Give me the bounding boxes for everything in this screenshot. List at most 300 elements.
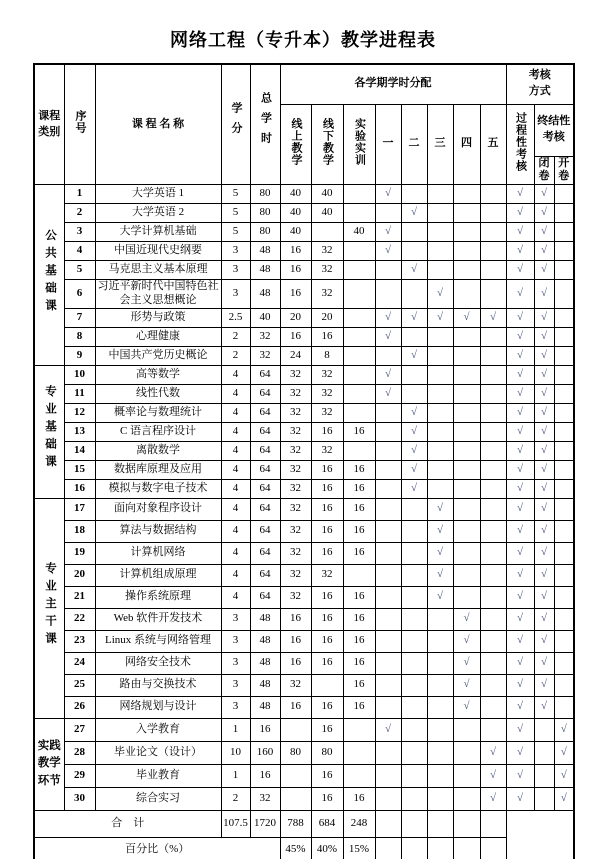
- practice-hours-cell: [343, 564, 375, 586]
- closed-book-check-cell: [534, 718, 554, 741]
- total-hours-cell: 48: [250, 652, 280, 674]
- credits-cell: 4: [221, 498, 250, 520]
- course-no-cell: 19: [64, 542, 95, 564]
- course-name-cell: 中国近现代史纲要: [95, 242, 221, 261]
- header-total-hours-label: 总学时: [259, 92, 272, 153]
- percent-label-cell: 百分比（%）: [34, 837, 280, 859]
- course-name-cell: 大学计算机基础: [95, 223, 221, 242]
- course-name-cell: 计算机组成原理: [95, 564, 221, 586]
- offline-hours-cell: 32: [311, 280, 343, 309]
- header-online-teaching: [280, 104, 311, 185]
- category-label: 公共基础课: [44, 228, 56, 317]
- course-no-cell: 1: [64, 185, 95, 204]
- process-check-cell: √: [506, 479, 534, 498]
- process-check-cell: √: [506, 403, 534, 422]
- course-no-cell: 15: [64, 460, 95, 479]
- header-experiment-training-label: 实验实训: [353, 117, 366, 166]
- semester-5-check-cell: [480, 223, 506, 242]
- open-book-check-cell: [554, 346, 574, 365]
- course-no-cell: 8: [64, 327, 95, 346]
- semester-2-check-cell: √: [401, 422, 427, 441]
- closed-book-check-cell: √: [534, 586, 554, 608]
- course-row-28: [34, 741, 574, 764]
- category-cell: [34, 365, 64, 498]
- closed-book-check-cell: √: [534, 365, 554, 384]
- assessment-merged-empty-cell: [506, 810, 574, 859]
- percent-offline-cell: 40%: [311, 837, 343, 859]
- course-row-23: [34, 630, 574, 652]
- closed-book-check-cell: √: [534, 608, 554, 630]
- closed-book-check-cell: √: [534, 327, 554, 346]
- offline-hours-cell: 16: [311, 764, 343, 787]
- total-hours-cell: 80: [250, 204, 280, 223]
- credits-cell: 4: [221, 422, 250, 441]
- practice-hours-cell: [343, 327, 375, 346]
- process-check-cell: √: [506, 608, 534, 630]
- semester-5-check-cell: [480, 586, 506, 608]
- semester-3-check-cell: [427, 479, 453, 498]
- course-no-cell: 4: [64, 242, 95, 261]
- offline-hours-cell: 16: [311, 630, 343, 652]
- category-label: 实践教学环节: [37, 740, 61, 787]
- semester-2-check-cell: [401, 764, 427, 787]
- total-hours-cell: 64: [250, 365, 280, 384]
- semester-1-check-cell: √: [375, 308, 401, 327]
- closed-book-check-cell: √: [534, 498, 554, 520]
- total-hours-cell: 1720: [250, 810, 280, 837]
- semester-1-check-cell: [375, 479, 401, 498]
- closed-book-check-cell: √: [534, 674, 554, 696]
- credits-cell: 3: [221, 652, 250, 674]
- semester-5-check-cell: [480, 261, 506, 280]
- header-final-assessment-group: [534, 104, 574, 156]
- online-hours-cell: 40: [280, 204, 311, 223]
- open-book-check-cell: [554, 696, 574, 718]
- closed-book-check-cell: √: [534, 261, 554, 280]
- total-hours-cell: 80: [250, 185, 280, 204]
- credits-cell: 4: [221, 542, 250, 564]
- online-hours-cell: 16: [280, 630, 311, 652]
- semester-2-check-cell: √: [401, 346, 427, 365]
- closed-book-check-cell: √: [534, 384, 554, 403]
- header-process-assessment-label: 过程性考核: [514, 111, 527, 172]
- course-no-cell: 7: [64, 308, 95, 327]
- semester-3-check-cell: √: [427, 586, 453, 608]
- open-book-check-cell: [554, 674, 574, 696]
- semester-3-check-cell: [427, 223, 453, 242]
- offline-hours-cell: 16: [311, 542, 343, 564]
- offline-hours-cell: 80: [311, 741, 343, 764]
- semester-3-check-cell: [427, 652, 453, 674]
- credits-cell: 4: [221, 384, 250, 403]
- online-hours-cell: 16: [280, 608, 311, 630]
- semester-4-check-cell: [453, 346, 480, 365]
- offline-hours-cell: 32: [311, 441, 343, 460]
- semester-4-check-cell: √: [453, 608, 480, 630]
- semester-3-check-cell: [427, 242, 453, 261]
- course-row-7: [34, 308, 574, 327]
- online-hours-cell: 16: [280, 242, 311, 261]
- category-cell: [34, 718, 64, 810]
- semester-1-check-cell: √: [375, 327, 401, 346]
- online-hours-cell: 32: [280, 674, 311, 696]
- total-hours-cell: 48: [250, 608, 280, 630]
- online-hours-cell: 16: [280, 280, 311, 309]
- course-no-cell: 14: [64, 441, 95, 460]
- online-hours-cell: 32: [280, 542, 311, 564]
- semester-3-check-cell: √: [427, 498, 453, 520]
- process-check-cell: √: [506, 520, 534, 542]
- offline-hours-cell: 16: [311, 520, 343, 542]
- semester-5-check-cell: [480, 630, 506, 652]
- total-hours-cell: 64: [250, 441, 280, 460]
- practice-hours-cell: 16: [343, 608, 375, 630]
- semester-5-check-cell: √: [480, 787, 506, 810]
- offline-hours-cell: 16: [311, 608, 343, 630]
- credits-cell: 4: [221, 460, 250, 479]
- online-hours-cell: 32: [280, 479, 311, 498]
- process-check-cell: √: [506, 718, 534, 741]
- closed-book-check-cell: √: [534, 280, 554, 309]
- online-hours-cell: 32: [280, 460, 311, 479]
- practice-hours-cell: 16: [343, 586, 375, 608]
- course-name-cell: 综合实习: [95, 787, 221, 810]
- course-no-cell: 13: [64, 422, 95, 441]
- total-hours-cell: 64: [250, 498, 280, 520]
- semester-4-check-cell: [453, 764, 480, 787]
- semester-4-check-cell: [453, 280, 480, 309]
- course-name-cell: 线性代数: [95, 384, 221, 403]
- practice-hours-cell: [343, 365, 375, 384]
- process-check-cell: √: [506, 630, 534, 652]
- credits-cell: 4: [221, 365, 250, 384]
- semester-4-check-cell: [453, 498, 480, 520]
- semester-3-check-cell: [427, 422, 453, 441]
- open-book-check-cell: √: [554, 741, 574, 764]
- total-credits-cell: 107.5: [221, 810, 250, 837]
- total-hours-cell: 80: [250, 223, 280, 242]
- semester-2-check-cell: [401, 185, 427, 204]
- offline-hours-cell: 16: [311, 696, 343, 718]
- course-name-cell: 算法与数据结构: [95, 520, 221, 542]
- practice-hours-cell: [343, 280, 375, 309]
- process-check-cell: √: [506, 542, 534, 564]
- total-hours-cell: 40: [250, 308, 280, 327]
- offline-hours-cell: 40: [311, 185, 343, 204]
- course-row-22: [34, 608, 574, 630]
- percent-semester-5-empty-cell: [480, 837, 506, 859]
- total-hours-cell: 64: [250, 542, 280, 564]
- semester-2-check-cell: [401, 223, 427, 242]
- semester-3-check-cell: [427, 403, 453, 422]
- semester-3-check-cell: [427, 787, 453, 810]
- closed-book-check-cell: √: [534, 185, 554, 204]
- semester-3-check-cell: [427, 696, 453, 718]
- credits-cell: 3: [221, 630, 250, 652]
- semester-2-check-cell: [401, 787, 427, 810]
- credits-cell: 4: [221, 403, 250, 422]
- online-hours-cell: 32: [280, 586, 311, 608]
- course-row-11: [34, 384, 574, 403]
- semester-2-check-cell: [401, 520, 427, 542]
- semester-4-check-cell: [453, 185, 480, 204]
- total-semester-3-empty-cell: [427, 810, 453, 837]
- course-name-cell: 数据库原理及应用: [95, 460, 221, 479]
- semester-1-check-cell: [375, 542, 401, 564]
- semester-5-check-cell: [480, 384, 506, 403]
- offline-hours-cell: 16: [311, 586, 343, 608]
- total-hours-cell: 48: [250, 696, 280, 718]
- course-no-cell: 28: [64, 741, 95, 764]
- practice-hours-cell: 16: [343, 498, 375, 520]
- credits-cell: 4: [221, 441, 250, 460]
- header-no: [64, 64, 95, 185]
- offline-hours-cell: 16: [311, 422, 343, 441]
- closed-book-check-cell: [534, 741, 554, 764]
- semester-2-check-cell: √: [401, 460, 427, 479]
- header-process-assessment: [506, 104, 534, 185]
- semester-4-check-cell: [453, 204, 480, 223]
- open-book-check-cell: [554, 652, 574, 674]
- total-hours-cell: 64: [250, 479, 280, 498]
- course-no-cell: 5: [64, 261, 95, 280]
- semester-1-check-cell: [375, 346, 401, 365]
- semester-3-check-cell: [427, 261, 453, 280]
- online-hours-cell: [280, 764, 311, 787]
- semester-2-check-cell: [401, 280, 427, 309]
- semester-4-check-cell: √: [453, 696, 480, 718]
- semester-3-check-cell: [427, 384, 453, 403]
- online-hours-cell: 32: [280, 403, 311, 422]
- open-book-check-cell: [554, 223, 574, 242]
- offline-hours-cell: 32: [311, 564, 343, 586]
- header-row-1: [34, 64, 574, 104]
- course-no-cell: 21: [64, 586, 95, 608]
- header-semester-2: 二: [401, 104, 427, 185]
- open-book-check-cell: [554, 308, 574, 327]
- header-no-label: 序号: [74, 110, 86, 135]
- open-book-check-cell: [554, 630, 574, 652]
- total-hours-cell: 64: [250, 384, 280, 403]
- total-hours-cell: 32: [250, 327, 280, 346]
- semester-2-check-cell: √: [401, 308, 427, 327]
- open-book-check-cell: [554, 586, 574, 608]
- process-check-cell: √: [506, 365, 534, 384]
- semester-2-check-cell: √: [401, 261, 427, 280]
- course-name-cell: 网络安全技术: [95, 652, 221, 674]
- semester-5-check-cell: [480, 327, 506, 346]
- course-row-1: [34, 185, 574, 204]
- course-row-29: [34, 764, 574, 787]
- semester-1-check-cell: [375, 564, 401, 586]
- header-total-hours: [250, 64, 280, 185]
- semester-2-check-cell: [401, 608, 427, 630]
- semester-5-check-cell: [480, 422, 506, 441]
- online-hours-cell: 16: [280, 327, 311, 346]
- practice-hours-cell: 16: [343, 479, 375, 498]
- credits-cell: 5: [221, 223, 250, 242]
- credits-cell: 4: [221, 520, 250, 542]
- semester-3-check-cell: [427, 608, 453, 630]
- semester-5-check-cell: [480, 674, 506, 696]
- semester-5-check-cell: [480, 346, 506, 365]
- header-assessment-method-label: 考核方式: [528, 69, 551, 98]
- credits-cell: 2: [221, 346, 250, 365]
- process-check-cell: √: [506, 422, 534, 441]
- course-row-4: [34, 242, 574, 261]
- course-name-cell: 形势与政策: [95, 308, 221, 327]
- course-name-cell: 马克思主义基本原理: [95, 261, 221, 280]
- semester-3-check-cell: [427, 718, 453, 741]
- closed-book-check-cell: [534, 764, 554, 787]
- total-hours-cell: 32: [250, 346, 280, 365]
- header-open-book: 开卷: [554, 156, 574, 185]
- semester-5-check-cell: [480, 280, 506, 309]
- header-semester-5: 五: [480, 104, 506, 185]
- closed-book-check-cell: √: [534, 308, 554, 327]
- total-hours-cell: 48: [250, 242, 280, 261]
- closed-book-check-cell: √: [534, 422, 554, 441]
- semester-5-check-cell: [480, 542, 506, 564]
- header-closed-book: 闭卷: [534, 156, 554, 185]
- semester-2-check-cell: √: [401, 204, 427, 223]
- semester-1-check-cell: [375, 498, 401, 520]
- credits-cell: 3: [221, 674, 250, 696]
- course-row-5: [34, 261, 574, 280]
- semester-4-check-cell: [453, 261, 480, 280]
- semester-5-check-cell: [480, 564, 506, 586]
- course-name-cell: 心理健康: [95, 327, 221, 346]
- practice-hours-cell: 40: [343, 223, 375, 242]
- offline-hours-cell: [311, 674, 343, 696]
- semester-2-check-cell: [401, 718, 427, 741]
- open-book-check-cell: [554, 365, 574, 384]
- course-name-cell: 毕业教育: [95, 764, 221, 787]
- practice-hours-cell: 16: [343, 460, 375, 479]
- semester-3-check-cell: [427, 741, 453, 764]
- course-no-cell: 24: [64, 652, 95, 674]
- semester-5-check-cell: [480, 185, 506, 204]
- semester-1-check-cell: [375, 608, 401, 630]
- total-semester-2-empty-cell: [401, 810, 427, 837]
- teaching-schedule-table: [33, 63, 575, 859]
- open-book-check-cell: [554, 460, 574, 479]
- process-check-cell: √: [506, 384, 534, 403]
- semester-5-check-cell: [480, 403, 506, 422]
- practice-hours-cell: [343, 741, 375, 764]
- practice-hours-cell: [343, 718, 375, 741]
- semester-4-check-cell: [453, 718, 480, 741]
- practice-hours-cell: 16: [343, 422, 375, 441]
- open-book-check-cell: [554, 384, 574, 403]
- practice-hours-cell: [343, 346, 375, 365]
- semester-1-check-cell: √: [375, 223, 401, 242]
- course-no-cell: 30: [64, 787, 95, 810]
- semester-1-check-cell: [375, 674, 401, 696]
- semester-1-check-cell: [375, 280, 401, 309]
- process-check-cell: √: [506, 696, 534, 718]
- semester-2-check-cell: [401, 365, 427, 384]
- credits-cell: 5: [221, 204, 250, 223]
- semester-5-check-cell: [480, 365, 506, 384]
- offline-hours-cell: 16: [311, 479, 343, 498]
- total-hours-cell: 64: [250, 564, 280, 586]
- online-hours-cell: 40: [280, 223, 311, 242]
- practice-hours-cell: [343, 384, 375, 403]
- open-book-check-cell: [554, 498, 574, 520]
- course-no-cell: 16: [64, 479, 95, 498]
- semester-2-check-cell: √: [401, 479, 427, 498]
- header-assessment-method-group: [506, 64, 574, 104]
- practice-hours-cell: 16: [343, 787, 375, 810]
- course-row-25: [34, 674, 574, 696]
- process-check-cell: √: [506, 185, 534, 204]
- practice-hours-cell: [343, 308, 375, 327]
- total-semester-1-empty-cell: [375, 810, 401, 837]
- header-semester-allocation-group: 各学期学时分配: [280, 64, 506, 104]
- semester-1-check-cell: √: [375, 718, 401, 741]
- semester-5-check-cell: [480, 520, 506, 542]
- course-no-cell: 20: [64, 564, 95, 586]
- semester-2-check-cell: [401, 696, 427, 718]
- total-hours-cell: 48: [250, 261, 280, 280]
- course-row-14: [34, 441, 574, 460]
- total-hours-cell: 160: [250, 741, 280, 764]
- credits-cell: 3: [221, 261, 250, 280]
- semester-3-check-cell: [427, 204, 453, 223]
- practice-hours-cell: [343, 185, 375, 204]
- process-check-cell: √: [506, 327, 534, 346]
- course-name-cell: 路由与交换技术: [95, 674, 221, 696]
- semester-2-check-cell: [401, 327, 427, 346]
- course-no-cell: 2: [64, 204, 95, 223]
- process-check-cell: √: [506, 787, 534, 810]
- credits-cell: 4: [221, 479, 250, 498]
- credits-cell: 4: [221, 586, 250, 608]
- semester-4-check-cell: [453, 542, 480, 564]
- course-row-21: [34, 586, 574, 608]
- online-hours-cell: 32: [280, 441, 311, 460]
- header-course-category-label: 课程类别: [38, 109, 61, 138]
- header-credits: [221, 64, 250, 185]
- semester-5-check-cell: [480, 696, 506, 718]
- total-hours-cell: 64: [250, 422, 280, 441]
- process-check-cell: √: [506, 261, 534, 280]
- semester-4-check-cell: √: [453, 652, 480, 674]
- course-row-6: [34, 280, 574, 309]
- offline-hours-cell: 16: [311, 498, 343, 520]
- header-semester-1: 一: [375, 104, 401, 185]
- semester-1-check-cell: [375, 204, 401, 223]
- online-hours-cell: 16: [280, 652, 311, 674]
- course-no-cell: 10: [64, 365, 95, 384]
- total-hours-cell: 64: [250, 403, 280, 422]
- category-label: 专业主干课: [44, 561, 56, 650]
- percent-semester-2-empty-cell: [401, 837, 427, 859]
- total-row: [34, 810, 574, 837]
- course-row-10: [34, 365, 574, 384]
- category-label: 专业基础课: [44, 385, 56, 473]
- semester-1-check-cell: [375, 261, 401, 280]
- semester-1-check-cell: √: [375, 185, 401, 204]
- semester-1-check-cell: √: [375, 384, 401, 403]
- offline-hours-cell: 32: [311, 242, 343, 261]
- course-row-12: [34, 403, 574, 422]
- course-row-9: [34, 346, 574, 365]
- semester-4-check-cell: [453, 242, 480, 261]
- process-check-cell: √: [506, 460, 534, 479]
- closed-book-check-cell: √: [534, 479, 554, 498]
